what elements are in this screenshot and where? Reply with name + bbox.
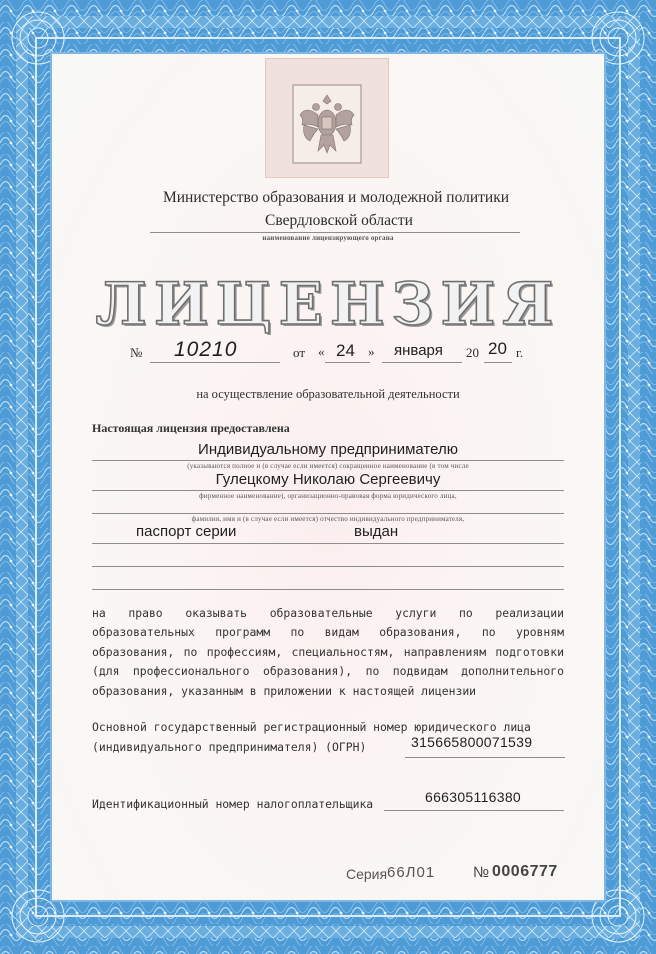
form-number-value: 0006777 <box>492 863 558 880</box>
inn-label: Идентификационный номер налогоплательщика <box>92 797 374 811</box>
holder-line1-underline <box>92 460 564 461</box>
year-prefix: 20 <box>466 345 479 360</box>
authority-name-line1: Министерство образования и молодежной политики <box>162 189 510 206</box>
ogrn-label-line2: (индивидуального предпринимателя) (ОГРН) <box>92 740 367 754</box>
date-day: 24 <box>336 341 355 360</box>
date-close-quote: » <box>368 344 375 359</box>
ogrn-underline <box>405 757 565 758</box>
authority-caption: наименование лицензирующего органа <box>262 234 394 242</box>
passport-underline <box>92 543 564 544</box>
blank-underline-2 <box>92 589 564 590</box>
ogrn-label-line1: Основной государственный регистрационный номер юридического лица <box>92 720 531 734</box>
holder-caption2: фирменное наименование), организационно-правовая форма юридического лица, <box>199 492 457 500</box>
authority-underline <box>150 232 520 233</box>
date-from-label: от <box>293 345 306 360</box>
number-label: № <box>130 345 143 360</box>
rights-text: на право оказывать образовательные услуги по реализации образовательных программ по видам образования, по уровням образования, по профессиям, специальностям, направлениям подготовки (для профессионального образования), по подвидам дополнительного образования, указанным в приложении к настоящей лицензии <box>92 606 564 698</box>
license-purpose: на осуществление образовательной деятельности <box>196 387 460 401</box>
inn-underline <box>384 810 564 811</box>
series-value: 66Л01 <box>387 864 436 881</box>
date-month: января <box>394 342 443 359</box>
holder-type: Индивидуальному предпринимателю <box>198 441 458 458</box>
authority-name-line2: Свердловской области <box>265 212 413 229</box>
granted-label: Настоящая лицензия предоставлена <box>92 421 290 435</box>
passport-issued-label: выдан <box>354 523 399 540</box>
passport-series-label: паспорт серии <box>136 523 237 540</box>
blank-underline-1 <box>92 566 564 567</box>
holder-caption1: (указываются полное и (в случае если имеется) сокращенное наименование (в том числе <box>187 462 469 470</box>
year-label: г. <box>516 345 524 360</box>
license-number: 10210 <box>174 338 238 361</box>
day-underline <box>325 362 370 363</box>
double-headed-eagle-icon <box>266 59 388 177</box>
series-label: Серия <box>346 866 388 882</box>
emblem-frame <box>265 58 389 178</box>
date-open-quote: « <box>318 344 325 359</box>
ogrn-value: 315665800071539 <box>411 734 533 750</box>
form-number-label: № <box>473 864 490 881</box>
holder-line2-underline <box>92 490 564 491</box>
inn-value: 666305116380 <box>425 789 521 805</box>
holder-line3-underline <box>92 513 564 514</box>
number-underline <box>150 362 280 363</box>
year-underline <box>484 362 512 363</box>
holder-caption3: фамилия, имя и (в случае если имеется) отчество индивидуального предпринимателя, <box>191 515 465 523</box>
month-underline <box>382 362 462 363</box>
year-suffix: 20 <box>488 339 507 358</box>
holder-name: Гулецкому Николаю Сергеевичу <box>215 471 441 488</box>
document-title: ЛИЦЕНЗИЯ <box>95 270 561 338</box>
